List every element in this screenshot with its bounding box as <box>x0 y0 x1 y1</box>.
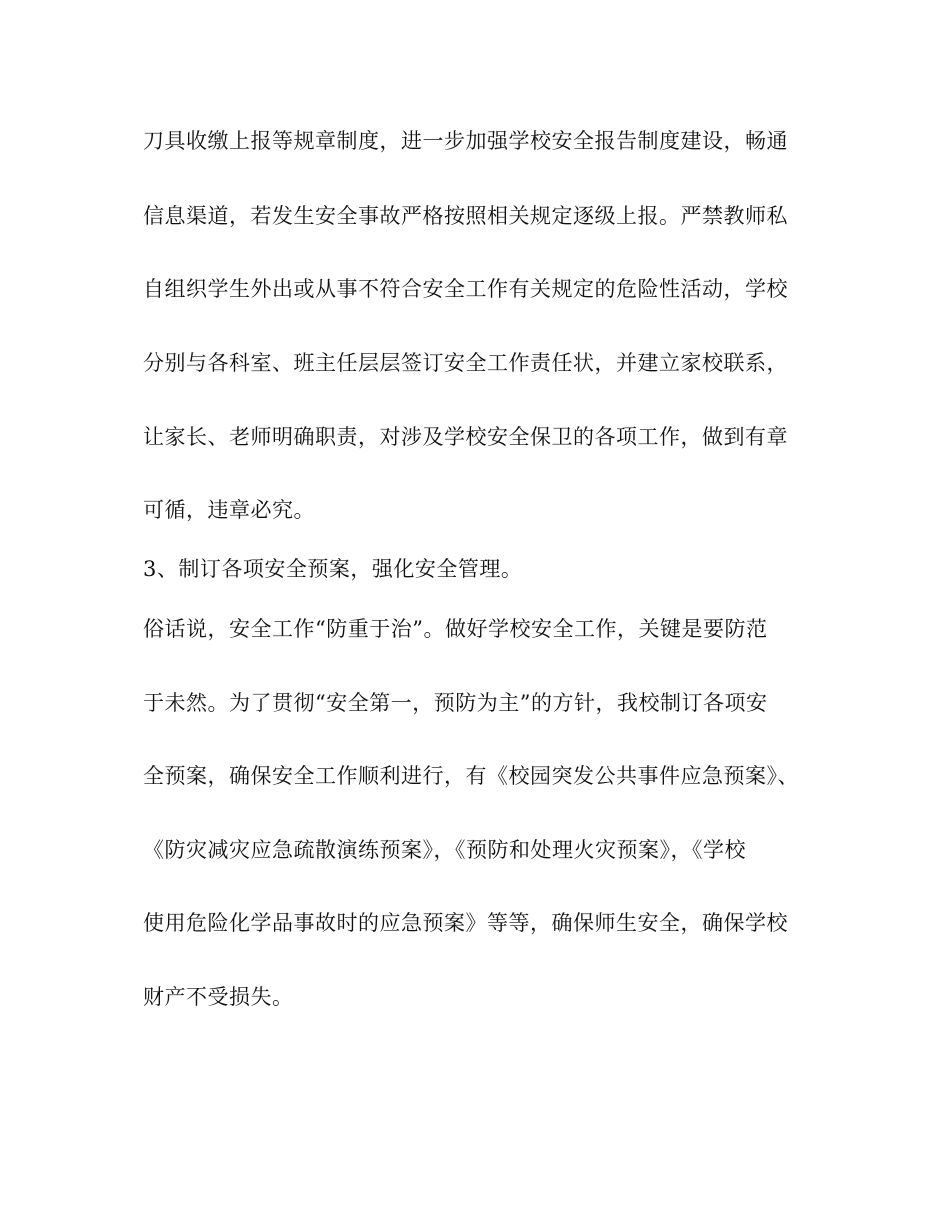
section-heading: 3、制订各项安全预案，强化安全管理。 <box>143 557 523 581</box>
paragraph-line: 《防灾减灾应急疏散演练预案》，《预防和处理火灾预案》，《学校 <box>143 838 746 862</box>
paragraph-line: 可循，违章必究。 <box>143 498 315 522</box>
paragraph-line: 财产不受损失。 <box>143 985 294 1009</box>
paragraph-line: 俗话说，安全工作“防重于治”。做好学校安全工作，关键是要防范 <box>143 617 768 641</box>
paragraph-line: 分别与各科室、班主任层层签订安全工作责任状，并建立家校联系， <box>143 351 788 375</box>
paragraph-line: 刀具收缴上报等规章制度，进一步加强学校安全报告制度建设，畅通 <box>143 129 788 153</box>
paragraph-line: 信息渠道，若发生安全事故严格按照相关规定逐级上报。严禁教师私 <box>143 204 788 228</box>
paragraph-line: 于未然。为了贯彻“安全第一，预防为主”的方针，我校制订各项安 <box>143 691 768 715</box>
paragraph-line: 让家长、老师明确职责，对涉及学校安全保卫的各项工作，做到有章 <box>143 425 788 449</box>
paragraph-line: 自组织学生外出或从事不符合安全工作有关规定的危险性活动，学校 <box>143 277 788 301</box>
paragraph-line: 使用危险化学品事故时的应急预案》等等，确保师生安全，确保学校 <box>143 911 788 935</box>
paragraph-line: 全预案，确保安全工作顺利进行，有《校园突发公共事件应急预案》、 <box>143 764 799 788</box>
